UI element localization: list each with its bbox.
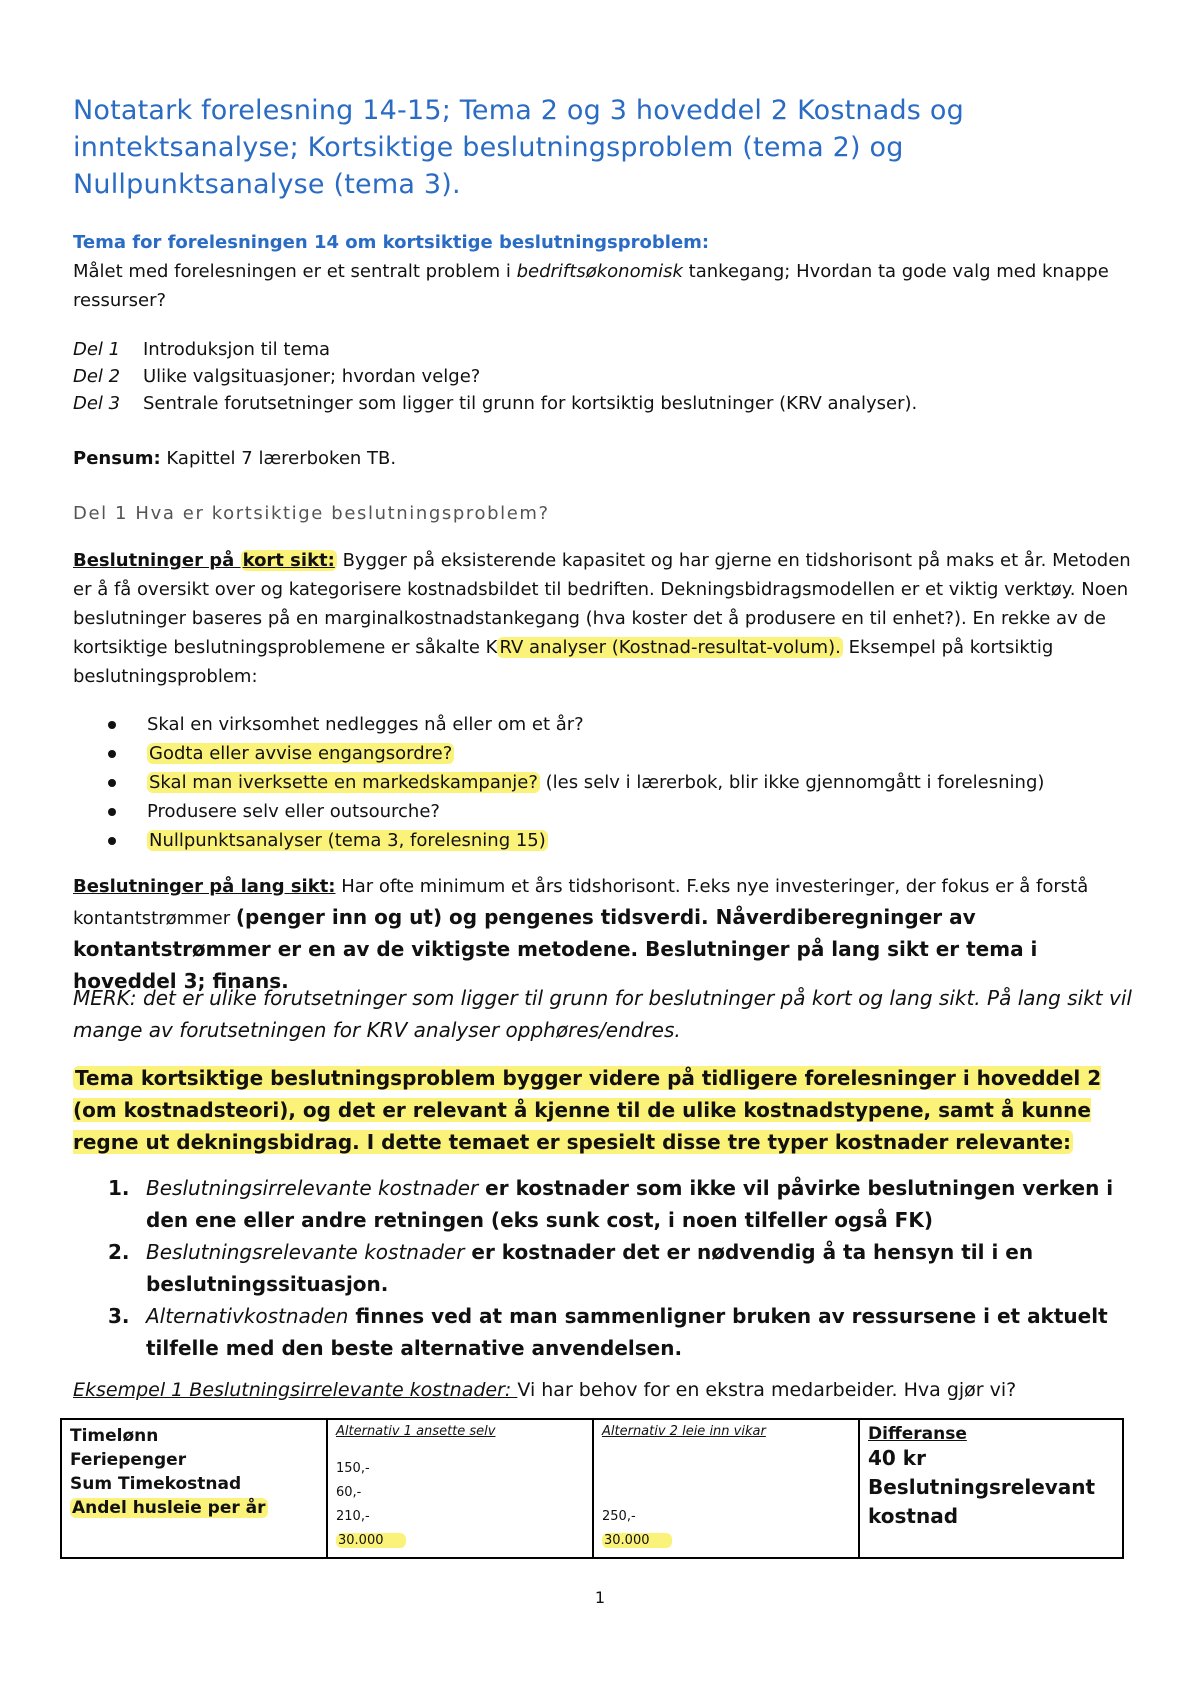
example-heading (73, 1376, 1016, 1404)
part-label: Del 3 (73, 393, 121, 414)
alt1-value: 60,- (336, 1485, 362, 1500)
difference-header: Differanse (868, 1424, 967, 1444)
list-item (100, 739, 1044, 768)
alt1-value-highlight: 30.000 (336, 1533, 406, 1548)
list-item (100, 710, 1044, 739)
table-row (61, 1419, 1123, 1558)
list-number: 3. (108, 1304, 130, 1328)
alt1-value (336, 1529, 584, 1553)
bullet-highlight: Godta eller avvise engangsordre? (149, 743, 453, 764)
cost-comparison-table (60, 1418, 1124, 1559)
difference-value: 40 kr (868, 1446, 926, 1470)
list-number: 2. (108, 1240, 130, 1264)
list-item (108, 1300, 1138, 1364)
pensum-text: Kapittel 7 lærerboken TB. (160, 448, 397, 469)
part-text: Ulike valgsituasjoner; hvordan velge? (143, 366, 481, 387)
alt1-header: Alternativ 1 ansette selv (336, 1424, 496, 1439)
bullet-text: (les selv i lærerbok, blir ikke gjennomgått i forelesning) (539, 772, 1045, 793)
short-term-paragraph (73, 546, 1138, 691)
row-labels-cell (61, 1419, 327, 1558)
alt1-value: 210,- (336, 1509, 370, 1524)
short-term-label-a: Beslutninger på (73, 550, 241, 571)
long-term-label: Beslutninger på lang sikt: (73, 876, 336, 897)
alt2-value (602, 1457, 850, 1481)
list-item (100, 826, 1044, 855)
cost-types-list (108, 1172, 1138, 1364)
intro-text-b: tankegang; Hvordan ta gode valg med knappe ressurser? (73, 261, 1109, 311)
short-term-text: Bygger på eksisterende kapasitet og har gjerne en tidshorisont på maks et år. Metoden er å få oversikt over og kategorisere kostnadsbildet til bedriften. Dekningsbidragsmodellen er et viktig verktøy. Noen beslutninger baseres på en marginalkostnadstankegang (hva koster det å produsere en til enhet?). En rekke av de kortsiktige beslutningsproblemene er såkalte K (73, 550, 1131, 658)
intro-heading: Tema for forelesningen 14 om kortsiktige beslutningsproblem: (73, 232, 710, 253)
krv-highlight: RV analyser (Kostnad-resultat-volum). (499, 637, 841, 658)
bullet-text: Skal en virksomhet nedlegges nå eller om et år? (147, 714, 584, 735)
cost-term: Alternativkostnaden (146, 1304, 349, 1328)
bullet-text: Produsere selv eller outsourche? (147, 801, 440, 822)
list-item (108, 1236, 1138, 1300)
part-label: Del 1 (73, 339, 121, 360)
alt2-value: 250,- (602, 1509, 636, 1524)
alt1-cell (327, 1419, 593, 1558)
part-row-1 (73, 336, 330, 363)
section-heading: Del 1 Hva er kortsiktige beslutningsproblem? (73, 503, 550, 524)
row-label (70, 1496, 318, 1520)
alt2-cell (593, 1419, 859, 1558)
short-term-label-b: kort sikt: (242, 550, 335, 571)
long-term-paragraph (73, 872, 1138, 998)
bullet-highlight: Nullpunktsanalyser (tema 3, forelesning 15) (149, 830, 546, 851)
bullet-icon (108, 837, 116, 845)
bullet-highlight: Skal man iverksette en markedskampanje? (149, 772, 538, 793)
example-text: Vi har behov for en ekstra medarbeider. Hva gjør vi? (517, 1379, 1017, 1401)
alt2-value (602, 1529, 850, 1553)
intro-text-italic: bedriftsøkonomisk (516, 261, 683, 282)
intro-paragraph (73, 228, 1138, 315)
merk-note: MERK: det er ulike forutsetninger som ligger til grunn for beslutninger på kort og lang sikt. På lang sikt vil mange av forutsetningen for KRV analyser opphøres/endres. (73, 986, 1132, 1042)
page-title: Notatark forelesning 14-15; Tema 2 og 3 hoveddel 2 Kostnads og inntektsanalyse; Kortsiktige beslutningsproblem (tema 2) og Nullpunktsanalyse (tema 3). (73, 95, 964, 200)
highlighted-text: Tema kortsiktige beslutningsproblem bygger videre på tidligere forelesninger i hoveddel 2 (om kostnadsteori), og det er relevant å kjenne til de ulike kostnadstypene, samt å kunne regne ut dekningsbidrag. I dette temaet er spesielt disse tre typer kostnader relevante: (73, 1066, 1102, 1154)
row-label-highlight: Andel husleie per år (72, 1498, 266, 1518)
list-item (108, 1172, 1138, 1236)
pensum-line (73, 444, 1138, 473)
example-title: Eksempel 1 Beslutningsirrelevante kostnader: (73, 1379, 518, 1401)
bullet-icon (108, 721, 116, 729)
part-text: Introduksjon til tema (143, 339, 331, 360)
alt2-value (602, 1481, 850, 1505)
cost-term: Beslutningsirrelevante kostnader (146, 1176, 479, 1200)
highlighted-paragraph (73, 1062, 1143, 1158)
difference-note: Beslutningsrelevant kostnad (868, 1475, 1096, 1528)
part-text: Sentrale forutsetninger som ligger til grunn for kortsiktig beslutninger (KRV analyser). (143, 393, 918, 414)
bullet-icon (108, 779, 116, 787)
alt2-header: Alternativ 2 leie inn vikar (602, 1424, 766, 1439)
list-item (100, 768, 1044, 797)
cost-term: Beslutningsrelevante kostnader (146, 1240, 465, 1264)
cost-text: er kostnader det er nødvendig å ta hensyn til i en beslutningssituasjon. (146, 1240, 1034, 1296)
part-label: Del 2 (73, 366, 121, 387)
short-term-text-end: Eksempel på kortsiktig beslutningsproblem: (73, 637, 1054, 687)
cost-text: er kostnader som ikke vil påvirke beslutningen verken i den ene eller andre retningen (eks sunk cost, i noen tilfeller også FK) (146, 1176, 1114, 1232)
page-number: 1 (594, 1588, 606, 1607)
example-bullet-list (100, 710, 1044, 855)
bullet-icon (108, 808, 116, 816)
list-number: 1. (108, 1176, 130, 1200)
alt2-values (602, 1457, 850, 1553)
difference-cell (859, 1419, 1123, 1558)
alt2-value-highlight: 30.000 (602, 1533, 672, 1548)
row-label: Sum Timekostnad (70, 1474, 242, 1494)
part-row-2 (73, 363, 480, 390)
long-term-text: Har ofte minimum et års tidshorisont. F.eks nye investeringer, der fokus er å forstå kontantstrømmer (73, 876, 1089, 929)
cost-text: finnes ved at man sammenligner bruken av ressursene i et aktuelt tilfelle med den beste alternative anvendelsen. (146, 1304, 1108, 1360)
alt1-value: 150,- (336, 1461, 370, 1476)
alt1-values (336, 1457, 584, 1553)
intro-text-a: Målet med forelesningen er et sentralt problem i (73, 261, 517, 282)
row-label: Timelønn (70, 1426, 159, 1446)
long-term-text-bold: (penger inn og ut) og pengenes tidsverdi. Nåverdiberegninger av kontantstrømmer er en av de viktigste metodene. Beslutninger på lang sikt er tema i hoveddel 3; finans. (73, 905, 1038, 993)
list-item (100, 797, 1044, 826)
row-label: Feriepenger (70, 1450, 187, 1470)
bullet-icon (108, 750, 116, 758)
pensum-label: Pensum: (73, 448, 161, 469)
part-row-3 (73, 390, 917, 417)
